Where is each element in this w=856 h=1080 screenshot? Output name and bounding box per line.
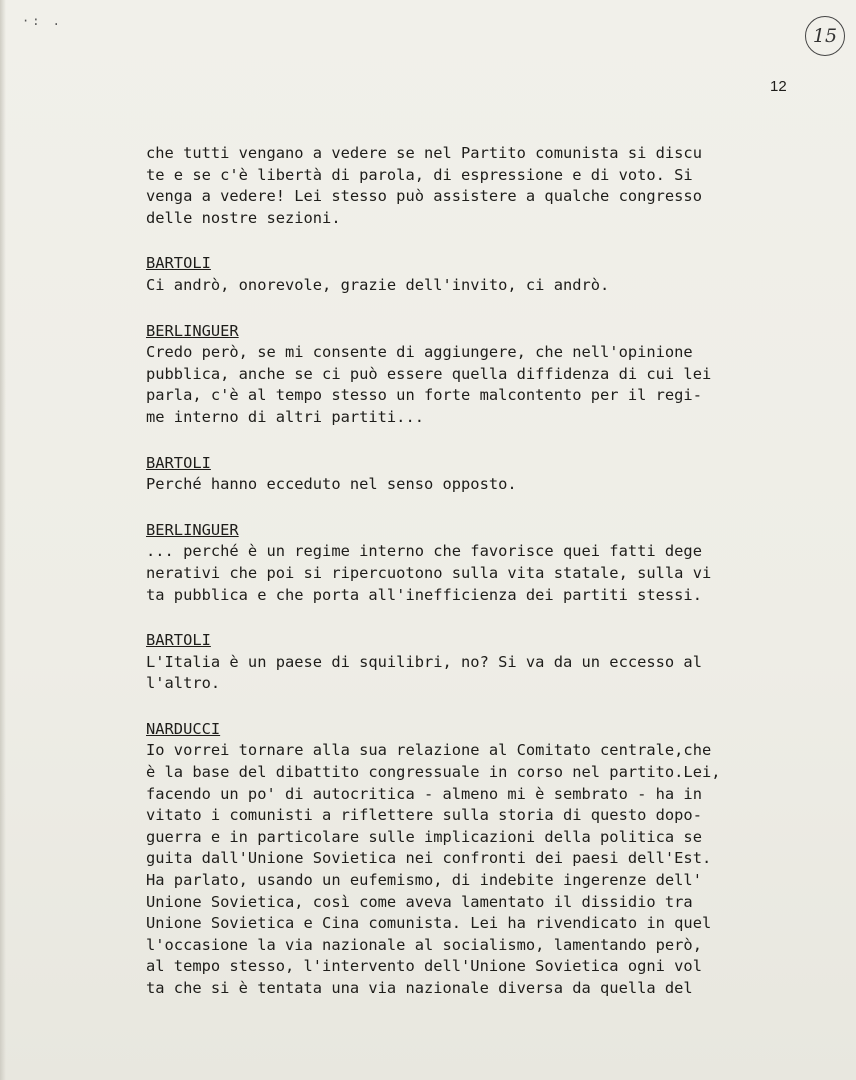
page-number: 12 — [770, 78, 787, 95]
speaker-name: BERLINGUER — [146, 321, 239, 340]
text-line: venga a vedere! Lei stesso può assistere a qualche congresso — [146, 187, 702, 206]
dialogue-paragraph — [146, 474, 796, 496]
text-line: parla, c'è al tempo stesso un forte malcontento per il regi- — [146, 386, 702, 405]
text-line: vitato i comunisti a riflettere sulla storia di questo dopo- — [146, 806, 702, 825]
speaker-name: NARDUCCI — [146, 719, 221, 738]
text-line: ta che si è tentata una via nazionale diversa da quella del — [146, 979, 693, 997]
text-line: L'Italia è un paese di squilibri, no? Si va da un eccesso al — [146, 652, 702, 671]
text-line: ... perché è un regime interno che favorisce quei fatti dege — [146, 542, 702, 561]
text-line: Ha parlato, usando un eufemismo, di indebite ingerenze dell' — [146, 871, 702, 890]
text-line: guita dall'Unione Sovietica nei confronti dei paesi dell'Est. — [146, 849, 712, 868]
text-line: l'occasione la via nazionale al socialismo, lamentando però, — [146, 935, 702, 954]
text-line: Ci andrò, onorevole, grazie dell'invito, ci andrò. — [146, 275, 610, 294]
text-line: che tutti vengano a vedere se nel Partito comunista si discu — [146, 144, 702, 162]
text-line: Unione Sovietica e Cina comunista. Lei ha rivendicato in quel — [146, 914, 712, 933]
text-line: al tempo stesso, l'intervento dell'Unione Sovietica ogni vol — [146, 957, 702, 976]
text-line: Credo però, se mi consente di aggiungere, che nell'opinione — [146, 343, 693, 362]
text-line: Unione Sovietica, così come aveva lamentato il dissidio tra — [146, 892, 693, 911]
text-line: te e se c'è libertà di parola, di espressione e di voto. Si — [146, 165, 693, 184]
dialogue-paragraph — [146, 275, 796, 297]
text-line: pubblica, anche se ci può essere quella diffidenza di cui lei — [146, 364, 712, 383]
transcript-body — [146, 143, 796, 1024]
text-line: delle nostre sezioni. — [146, 208, 341, 227]
text-line: me interno di altri partiti... — [146, 407, 424, 426]
text-line: facendo un po' di autocritica - almeno mi è sembrato - ha in — [146, 784, 702, 803]
speaker-name: BERLINGUER — [146, 520, 239, 539]
text-line: Io vorrei tornare alla sua relazione al Comitato centrale,che — [146, 741, 712, 760]
dialogue-paragraph — [146, 143, 796, 229]
circled-page-stamp: 15 — [805, 16, 845, 56]
dialogue-paragraph — [146, 740, 796, 999]
text-line: ta pubblica e che porta all'inefficienza dei partiti stessi. — [146, 585, 702, 604]
page-edge-shadow — [0, 0, 6, 1080]
dialogue-paragraph — [146, 342, 796, 428]
speaker-name: BARTOLI — [146, 631, 211, 650]
dialogue-paragraph — [146, 652, 796, 695]
text-line: Perché hanno ecceduto nel senso opposto. — [146, 475, 517, 494]
speaker-name: BARTOLI — [146, 254, 211, 273]
text-line: è la base del dibattito congressuale in corso nel partito.Lei, — [146, 763, 721, 782]
text-line: nerativi che poi si ripercuotono sulla vita statale, sulla vi — [146, 563, 712, 582]
corner-marks: ·: . — [22, 14, 63, 28]
dialogue-paragraph — [146, 541, 796, 606]
text-line: l'altro. — [146, 674, 221, 693]
text-line: guerra e in particolare sulle implicazioni della politica se — [146, 827, 702, 846]
speaker-name: BARTOLI — [146, 453, 211, 472]
